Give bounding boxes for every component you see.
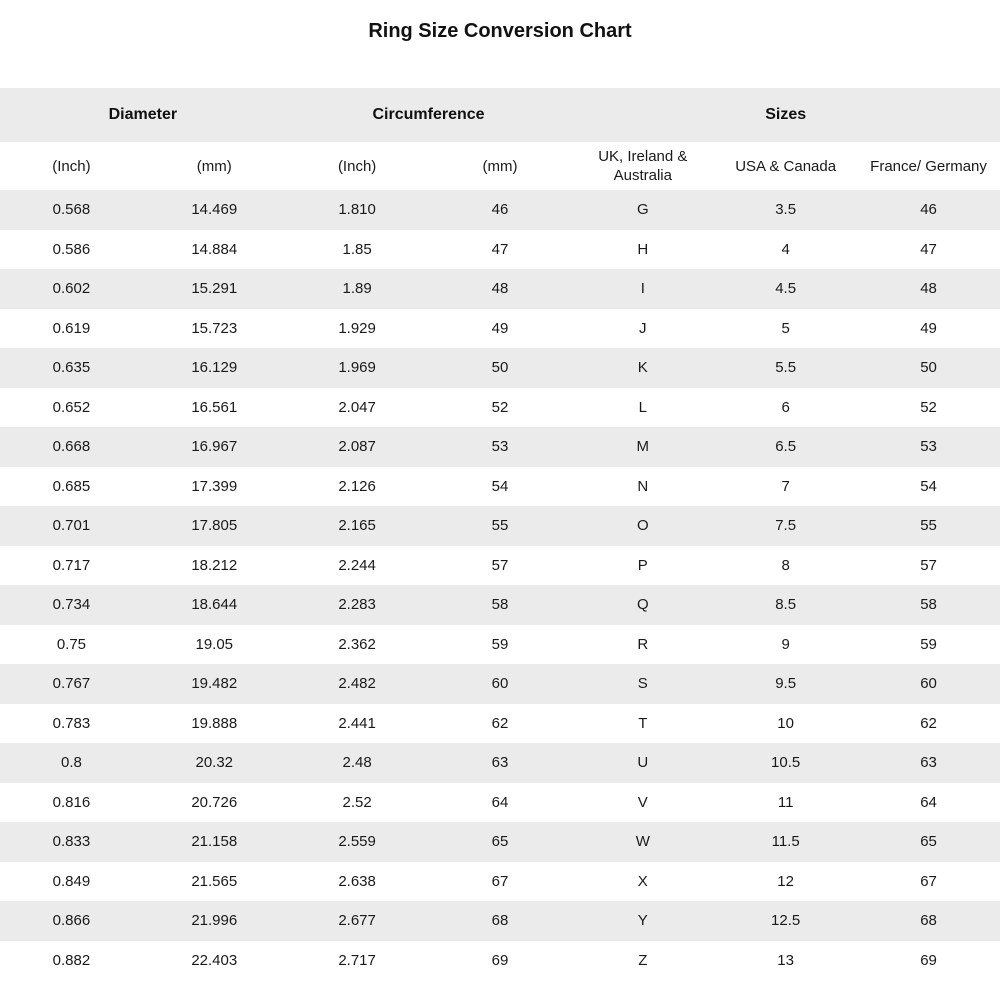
table-cell: 16.129 — [191, 359, 238, 377]
table-cell: 0.767 — [52, 675, 91, 693]
table-cell: 2.48 — [342, 754, 372, 772]
sub-header-usa-canada: USA & Canada — [735, 157, 837, 175]
table-cell: 8.5 — [775, 596, 797, 614]
table-cell: 60 — [491, 675, 509, 693]
table-row — [0, 783, 1000, 823]
table-cell: 53 — [491, 438, 509, 456]
table-cell: 3.5 — [775, 201, 797, 219]
table-cell: W — [635, 833, 650, 851]
table-cell: 4 — [781, 240, 790, 258]
table-header — [0, 88, 1000, 190]
table-cell: 65 — [491, 833, 509, 851]
sub-header-row — [0, 142, 1000, 190]
table-cell: 54 — [491, 477, 509, 495]
table-cell: 0.816 — [52, 793, 91, 811]
table-cell: 57 — [920, 556, 937, 574]
table-cell: 1.929 — [338, 319, 376, 337]
table-cell: 21.158 — [191, 833, 238, 851]
table-cell: 11.5 — [771, 833, 800, 851]
table-cell: 0.833 — [52, 833, 91, 851]
table-cell: I — [640, 280, 645, 298]
ring-size-conversion-table — [0, 88, 1000, 980]
table-cell: 13 — [777, 951, 794, 969]
table-cell: 8 — [781, 556, 790, 574]
table-cell: 49 — [491, 319, 509, 337]
table-cell: 68 — [920, 912, 937, 930]
table-cell: 0.717 — [52, 556, 91, 574]
table-cell: O — [636, 517, 649, 535]
table-cell: 2.047 — [338, 398, 376, 416]
table-cell: 0.701 — [52, 517, 91, 535]
table-cell: 50 — [920, 359, 937, 377]
table-cell: 16.967 — [191, 438, 238, 456]
table-cell: 0.668 — [52, 438, 91, 456]
table-cell: 69 — [920, 951, 937, 969]
table-cell: 19.888 — [191, 714, 238, 732]
table-cell: 18.212 — [191, 556, 238, 574]
table-row — [0, 743, 1000, 783]
table-body — [0, 190, 1000, 980]
table-row — [0, 348, 1000, 388]
table-cell: 52 — [491, 398, 509, 416]
table-cell: 2.362 — [338, 635, 376, 653]
table-row — [0, 901, 1000, 941]
table-cell: X — [637, 872, 648, 890]
table-cell: 0.619 — [52, 319, 91, 337]
table-cell: 7 — [781, 477, 790, 495]
page-title: Ring Size Conversion Chart — [368, 20, 632, 42]
table-cell: 21.565 — [191, 872, 238, 890]
table-cell: 22.403 — [191, 951, 238, 969]
table-cell: 46 — [920, 201, 937, 219]
table-cell: 0.635 — [52, 359, 91, 377]
table-row — [0, 230, 1000, 270]
table-cell: 47 — [491, 240, 509, 258]
table-cell: 2.52 — [342, 793, 372, 811]
table-cell: H — [637, 240, 649, 258]
table-cell: 0.783 — [52, 714, 91, 732]
table-cell: 63 — [491, 754, 509, 772]
table-cell: 46 — [491, 201, 509, 219]
table-row — [0, 625, 1000, 665]
table-cell: 15.291 — [191, 280, 238, 298]
table-cell: 64 — [920, 793, 937, 811]
table-cell: 49 — [920, 319, 937, 337]
table-cell: Q — [636, 596, 649, 614]
table-cell: 59 — [920, 635, 937, 653]
table-cell: 2.717 — [338, 951, 376, 969]
table-cell: 10.5 — [771, 754, 801, 772]
table-cell: 62 — [920, 714, 937, 732]
sub-header-circumference-mm: (mm) — [482, 157, 518, 175]
table-cell: 63 — [920, 754, 937, 772]
table-cell: N — [637, 477, 649, 495]
group-header-sizes: Sizes — [765, 106, 807, 123]
sub-header-france-germany: France/ Germany — [870, 157, 987, 175]
table-cell: 6.5 — [775, 438, 797, 456]
table-cell: 67 — [920, 872, 937, 890]
table-row — [0, 546, 1000, 586]
table-cell: 9 — [781, 635, 790, 653]
table-cell: 57 — [491, 556, 509, 574]
table-cell: 16.561 — [191, 398, 238, 416]
table-cell: 59 — [491, 635, 509, 653]
table-cell: 0.652 — [52, 398, 91, 416]
table-row — [0, 309, 1000, 349]
table-cell: 0.882 — [52, 951, 91, 969]
table-row — [0, 822, 1000, 862]
table-cell: 2.087 — [338, 438, 376, 456]
table-cell: 19.482 — [191, 675, 238, 693]
sub-header-diameter-mm: (mm) — [196, 157, 232, 175]
table-cell: 2.677 — [338, 912, 376, 930]
table-row — [0, 506, 1000, 546]
table-row — [0, 862, 1000, 902]
table-cell: 2.441 — [338, 714, 376, 732]
table-cell: 5 — [781, 319, 790, 337]
table-cell: 2.126 — [338, 477, 376, 495]
table-cell: 52 — [920, 398, 937, 416]
table-cell: 0.568 — [52, 201, 91, 219]
table-cell: J — [639, 319, 647, 337]
table-cell: 58 — [920, 596, 937, 614]
table-cell: 12.5 — [771, 912, 801, 930]
table-cell: 19.05 — [195, 635, 234, 653]
table-cell: 55 — [920, 517, 937, 535]
table-cell: 14.469 — [191, 201, 238, 219]
table-row — [0, 427, 1000, 467]
table-cell: 58 — [491, 596, 509, 614]
table-cell: S — [637, 675, 648, 693]
table-cell: 20.32 — [195, 754, 234, 772]
table-row — [0, 941, 1000, 981]
table-cell: Z — [638, 951, 648, 969]
table-cell: 68 — [491, 912, 509, 930]
table-row — [0, 467, 1000, 507]
sub-header-uk-ireland-australia: UK, Ireland & Australia — [598, 148, 688, 184]
table-cell: P — [637, 556, 648, 574]
table-cell: 0.586 — [52, 240, 91, 258]
table-cell: 12 — [777, 872, 794, 890]
table-cell: 14.884 — [191, 240, 238, 258]
table-cell: 11 — [777, 793, 794, 811]
table-cell: 2.165 — [338, 517, 376, 535]
table-cell: 48 — [920, 280, 937, 298]
table-cell: 20.726 — [191, 793, 238, 811]
table-row — [0, 585, 1000, 625]
table-cell: 2.559 — [338, 833, 376, 851]
table-cell: 67 — [491, 872, 509, 890]
table-cell: 9.5 — [775, 675, 797, 693]
table-cell: T — [638, 714, 648, 732]
table-cell: 2.244 — [338, 556, 376, 574]
table-cell: 0.849 — [52, 872, 91, 890]
group-header-diameter: Diameter — [108, 106, 178, 123]
table-cell: 7.5 — [775, 517, 797, 535]
table-cell: 1.969 — [338, 359, 376, 377]
table-cell: L — [638, 398, 647, 416]
table-cell: 64 — [491, 793, 509, 811]
table-row — [0, 388, 1000, 428]
table-cell: 0.8 — [60, 754, 82, 772]
table-cell: 53 — [920, 438, 937, 456]
table-row — [0, 190, 1000, 230]
group-header-circumference: Circumference — [372, 106, 485, 123]
table-cell: 2.482 — [338, 675, 376, 693]
table-cell: 4.5 — [775, 280, 797, 298]
group-header-row — [0, 88, 1000, 142]
table-row — [0, 664, 1000, 704]
table-cell: 48 — [491, 280, 509, 298]
table-cell: 21.996 — [191, 912, 238, 930]
table-cell: 10 — [777, 714, 794, 732]
table-row — [0, 269, 1000, 309]
sub-header-circumference-inch: (Inch) — [337, 157, 377, 175]
table-cell: 65 — [920, 833, 937, 851]
table-cell: 18.644 — [191, 596, 238, 614]
table-cell: K — [637, 359, 648, 377]
table-cell: 6 — [781, 398, 790, 416]
table-cell: 2.638 — [338, 872, 376, 890]
table-cell: U — [637, 754, 649, 772]
table-cell: 69 — [491, 951, 509, 969]
table-cell: R — [637, 635, 649, 653]
table-cell: Y — [637, 912, 648, 930]
table-cell: 1.810 — [338, 201, 376, 219]
table-cell: 60 — [920, 675, 937, 693]
table-cell: 62 — [491, 714, 509, 732]
table-cell: 55 — [491, 517, 509, 535]
sub-header-diameter-inch: (Inch) — [52, 157, 91, 175]
table-cell: 0.75 — [56, 635, 87, 653]
table-cell: 2.283 — [338, 596, 376, 614]
table-cell: 1.89 — [342, 280, 372, 298]
table-cell: 54 — [920, 477, 937, 495]
table-cell: 17.399 — [191, 477, 238, 495]
table-cell: V — [637, 793, 648, 811]
table-cell: M — [636, 438, 650, 456]
table-cell: 17.805 — [191, 517, 238, 535]
table-cell: 0.685 — [52, 477, 91, 495]
table-cell: 50 — [491, 359, 509, 377]
table-cell: 47 — [920, 240, 937, 258]
table-cell: 15.723 — [191, 319, 238, 337]
table-cell: 1.85 — [342, 240, 372, 258]
table-cell: G — [636, 201, 649, 219]
table-cell: 0.734 — [52, 596, 91, 614]
table-cell: 0.602 — [52, 280, 91, 298]
table-row — [0, 704, 1000, 744]
table-cell: 5.5 — [775, 359, 797, 377]
table-cell: 0.866 — [52, 912, 91, 930]
